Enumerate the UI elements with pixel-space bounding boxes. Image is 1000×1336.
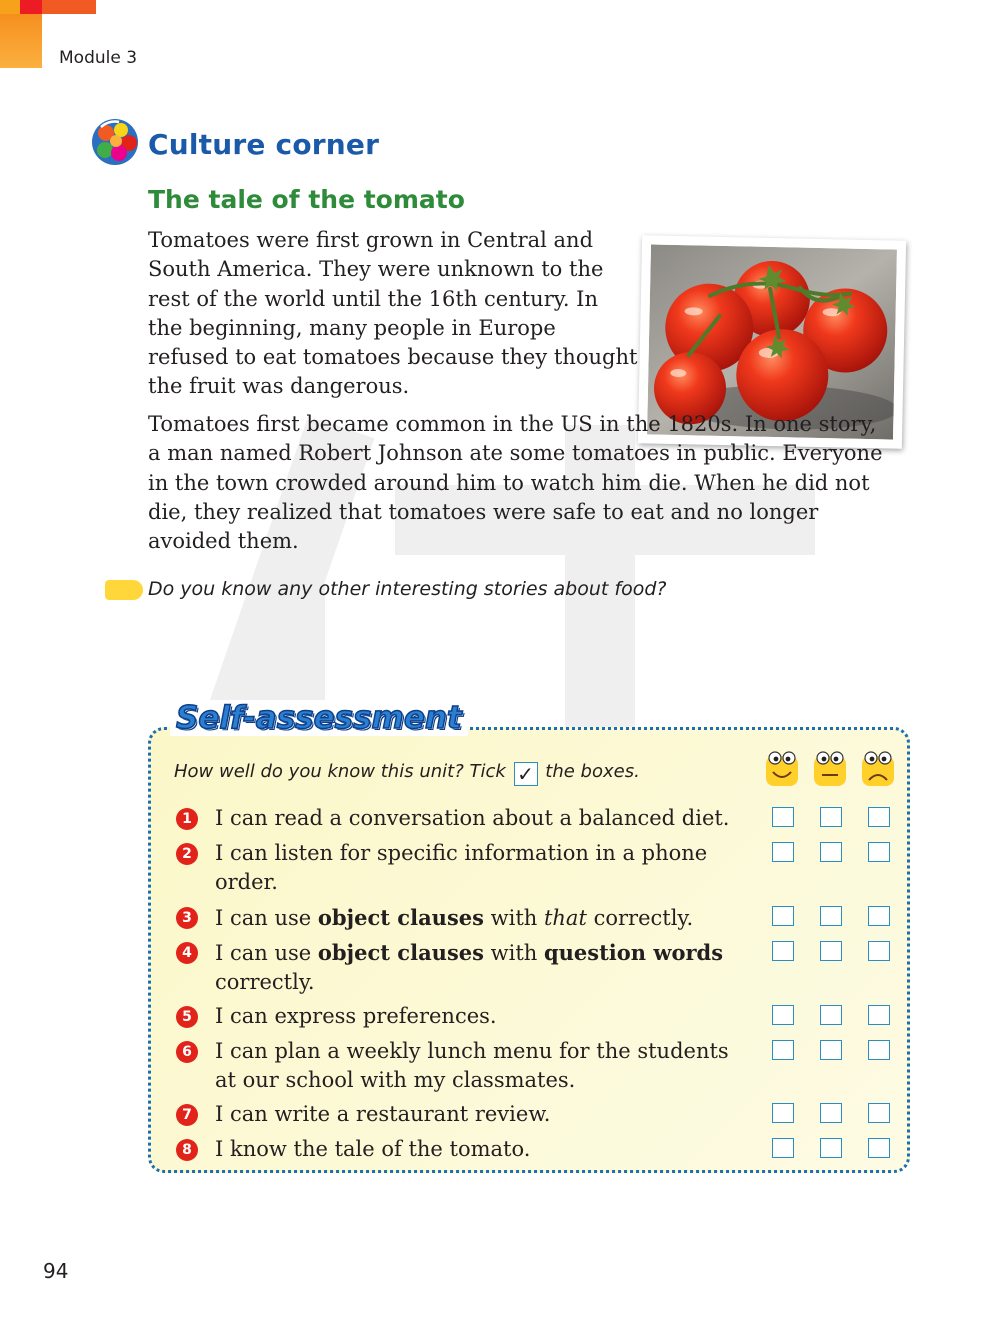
module-label: Module 3 <box>59 48 138 68</box>
item-text-part: with <box>483 941 544 965</box>
item-text-part: I can read a conversation about a balanced diet. <box>215 806 730 830</box>
checkbox-neutral[interactable] <box>820 941 842 961</box>
checkbox-sad[interactable] <box>868 1138 890 1158</box>
checkbox-sad[interactable] <box>868 941 890 961</box>
item-text-part: I can use <box>215 906 318 930</box>
page-number: 94 <box>43 1259 69 1283</box>
item-text-part: I can listen for specific information in a phone order. <box>215 841 708 894</box>
item-text-part: I can write a restaurant review. <box>215 1102 551 1126</box>
assessment-item-text <box>215 1037 755 1095</box>
checkbox-happy[interactable] <box>772 1005 794 1025</box>
question-marker-icon <box>105 580 143 600</box>
checkbox-neutral[interactable] <box>820 1005 842 1025</box>
item-number: 4 <box>176 942 198 964</box>
paragraph-2: Tomatoes first became common in the US in the 1820s. In one story, a man named Robert Johnson ate some tomatoes in public. Everyone in the town crowded around him to watch him die. When he did not die, they realized that tomatoes were safe to eat and no longer avoided them. <box>148 412 883 554</box>
self-assessment-title: Self-assessment <box>170 700 468 736</box>
checkbox-happy[interactable] <box>772 941 794 961</box>
checkbox-happy[interactable] <box>772 1103 794 1123</box>
assessment-item-text <box>215 1002 755 1031</box>
assessment-item-text <box>215 903 755 933</box>
discussion-question: Do you know any other interesting stories about food? <box>148 578 667 600</box>
instruction-text: How well do you know this unit? Tick <box>174 761 506 782</box>
checkbox-sad[interactable] <box>868 842 890 862</box>
item-number: 7 <box>176 1104 198 1126</box>
checkbox-happy[interactable] <box>772 1138 794 1158</box>
checkbox-sad[interactable] <box>868 1103 890 1123</box>
checkbox-sad[interactable] <box>868 807 890 827</box>
assessment-item-text <box>215 804 755 833</box>
checkbox-neutral[interactable] <box>820 906 842 926</box>
neutral-face-icon <box>812 750 848 788</box>
paragraph-1: Tomatoes were first grown in Central and South America. They were unknown to the rest of the world until the 16th century. In the beginning, many people in Europe refused to eat tomatoes because they thought the fruit was dangerous. <box>148 228 638 399</box>
checkbox-sad[interactable] <box>868 906 890 926</box>
assessment-item-text <box>215 1135 755 1164</box>
item-text-part: I can express preferences. <box>215 1004 497 1028</box>
item-text-part: I can plan a weekly lunch menu for the students at our school with my classmates. <box>215 1039 729 1092</box>
self-assessment-instruction <box>174 761 640 786</box>
item-number: 1 <box>176 808 198 830</box>
item-text-part: question words <box>543 940 724 965</box>
item-text-part: with <box>483 906 544 930</box>
item-text-part: that <box>543 906 587 930</box>
item-text-part: object clauses <box>317 940 484 965</box>
checkbox-sad[interactable] <box>868 1005 890 1025</box>
section-title: Culture corner <box>148 128 380 161</box>
checkbox-happy[interactable] <box>772 1040 794 1060</box>
item-text-part: I know the tale of the tomato. <box>215 1137 531 1161</box>
checkbox-happy[interactable] <box>772 906 794 926</box>
item-number: 5 <box>176 1006 198 1028</box>
article-title: The tale of the tomato <box>148 185 465 214</box>
happy-face-icon <box>764 750 800 788</box>
checkbox-neutral[interactable] <box>820 807 842 827</box>
item-text-part: correctly. <box>586 906 694 930</box>
item-number: 3 <box>176 907 198 929</box>
checkbox-sad[interactable] <box>868 1040 890 1060</box>
item-number: 6 <box>176 1041 198 1063</box>
culture-corner-icon <box>89 117 141 167</box>
sad-face-icon <box>860 750 896 788</box>
item-text-part: correctly. <box>215 970 315 994</box>
assessment-item-text <box>215 1100 755 1129</box>
checkbox-neutral[interactable] <box>820 842 842 862</box>
assessment-item-text <box>215 938 755 997</box>
checkbox-neutral[interactable] <box>820 1138 842 1158</box>
checkbox-neutral[interactable] <box>820 1040 842 1060</box>
checkbox-happy[interactable] <box>772 842 794 862</box>
instruction-text-end: the boxes. <box>545 761 640 782</box>
tick-icon: ✓ <box>514 762 538 786</box>
assessment-item-text <box>215 839 755 897</box>
checkbox-neutral[interactable] <box>820 1103 842 1123</box>
checkbox-happy[interactable] <box>772 807 794 827</box>
item-text-part: I can use <box>215 941 318 965</box>
item-number: 2 <box>176 843 198 865</box>
item-number: 8 <box>176 1139 198 1161</box>
item-text-part: object clauses <box>317 905 484 930</box>
